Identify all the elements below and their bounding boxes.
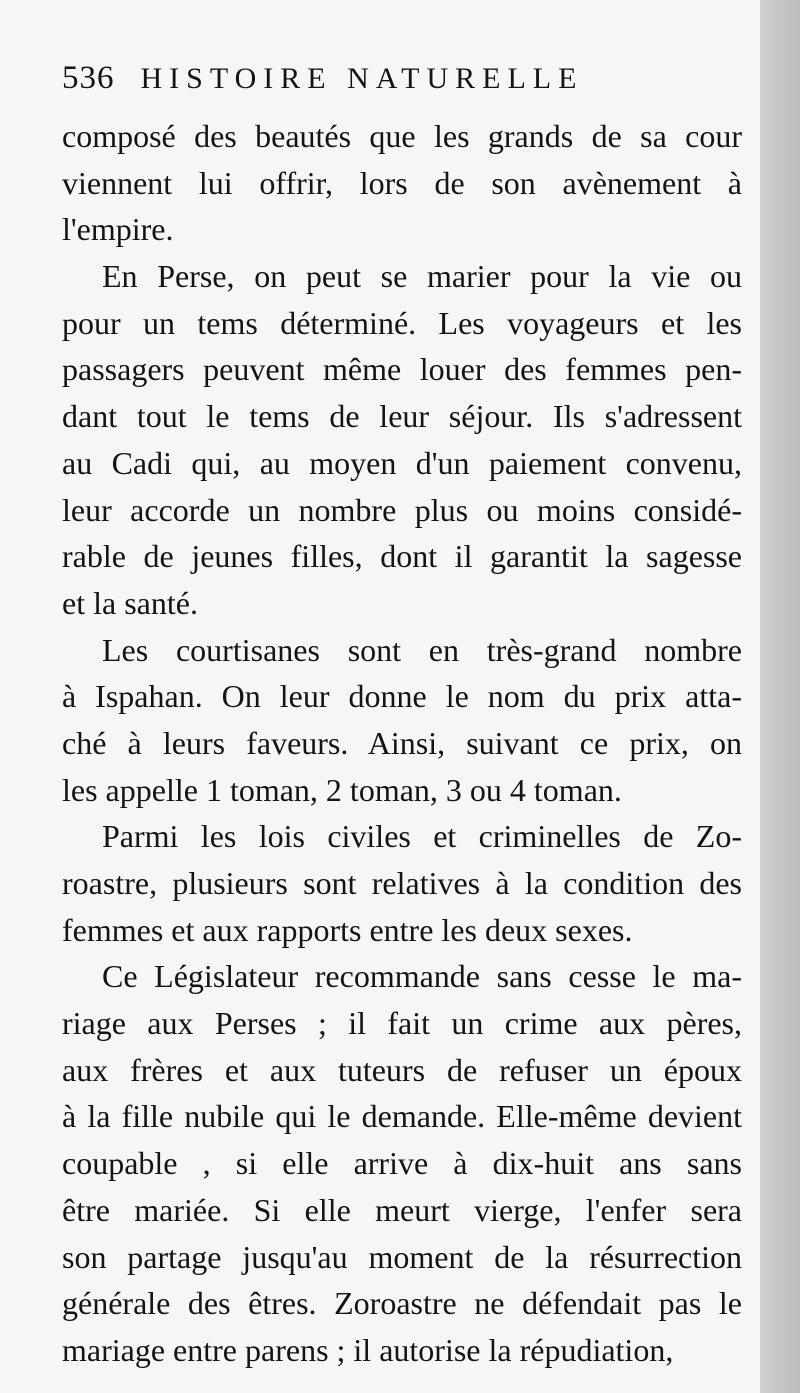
- text-line: aux frères et aux tuteurs de refuser un époux: [62, 1051, 742, 1088]
- paragraph: [62, 953, 742, 1373]
- text-line: son partage jusqu'au moment de la résurrection: [62, 1238, 742, 1275]
- text-line: générale des êtres. Zoroastre ne défendait pas le: [62, 1285, 742, 1322]
- text-line: En Perse, on peut se marier pour la vie ou: [102, 258, 742, 295]
- text-line: à Ispahan. On leur donne le nom du prix atta-: [62, 678, 742, 715]
- text-line: composé des beautés que les grands de sa cour: [62, 118, 742, 154]
- text-line: et la santé.: [62, 584, 198, 621]
- text-line: riage aux Perses ; il fait un crime aux pères,: [62, 1005, 742, 1042]
- text-line: rable de jeunes filles, dont il garantit la sagesse: [62, 538, 742, 575]
- paragraph: [62, 627, 742, 814]
- text-line: être mariée. Si elle meurt vierge, l'enfer sera: [62, 1191, 742, 1228]
- paragraph: [62, 113, 742, 253]
- paragraph: [62, 813, 742, 953]
- text-line: les appelle 1 toman, 2 toman, 3 ou 4 toman.: [62, 771, 622, 808]
- text-line: passagers peuvent même louer des femmes pen-: [62, 351, 742, 388]
- text-line: coupable , si elle arrive à dix-huit ans sans: [62, 1145, 742, 1182]
- text-line: à la fille nubile qui le demande. Elle-même devient: [62, 1098, 742, 1135]
- text-line: mariage entre parens ; il autorise la répudiation,: [62, 1331, 674, 1368]
- text-line: pour un tems déterminé. Les voyageurs et les: [62, 304, 742, 341]
- body-text: [62, 113, 742, 1374]
- text-line: l'empire.: [62, 211, 174, 248]
- text-line: femmes et aux rapports entre les deux sexes.: [62, 911, 633, 948]
- paragraph: [62, 253, 742, 627]
- text-line: viennent lui offrir, lors de son avènement à: [62, 164, 742, 201]
- running-title: HISTOIRE NATURELLE: [140, 62, 584, 95]
- page-edge: [760, 0, 800, 1393]
- page-number: 536: [62, 60, 115, 96]
- text-line: leur accorde un nombre plus ou moins considé-: [62, 491, 742, 528]
- text-line: roastre, plusieurs sont relatives à la condition des: [62, 865, 742, 901]
- text-line: Ce Législateur recommande sans cesse le ma-: [102, 958, 742, 995]
- text-line: ché à leurs faveurs. Ainsi, suivant ce prix, on: [62, 724, 742, 761]
- text-line: Les courtisanes sont en très-grand nombre: [102, 631, 742, 668]
- text-line: au Cadi qui, au moyen d'un paiement convenu,: [62, 444, 742, 481]
- text-line: Parmi les lois civiles et criminelles de Zo-: [102, 818, 742, 855]
- running-header: [62, 56, 742, 100]
- text-line: dant tout le tems de leur séjour. Ils s'adressent: [62, 398, 742, 435]
